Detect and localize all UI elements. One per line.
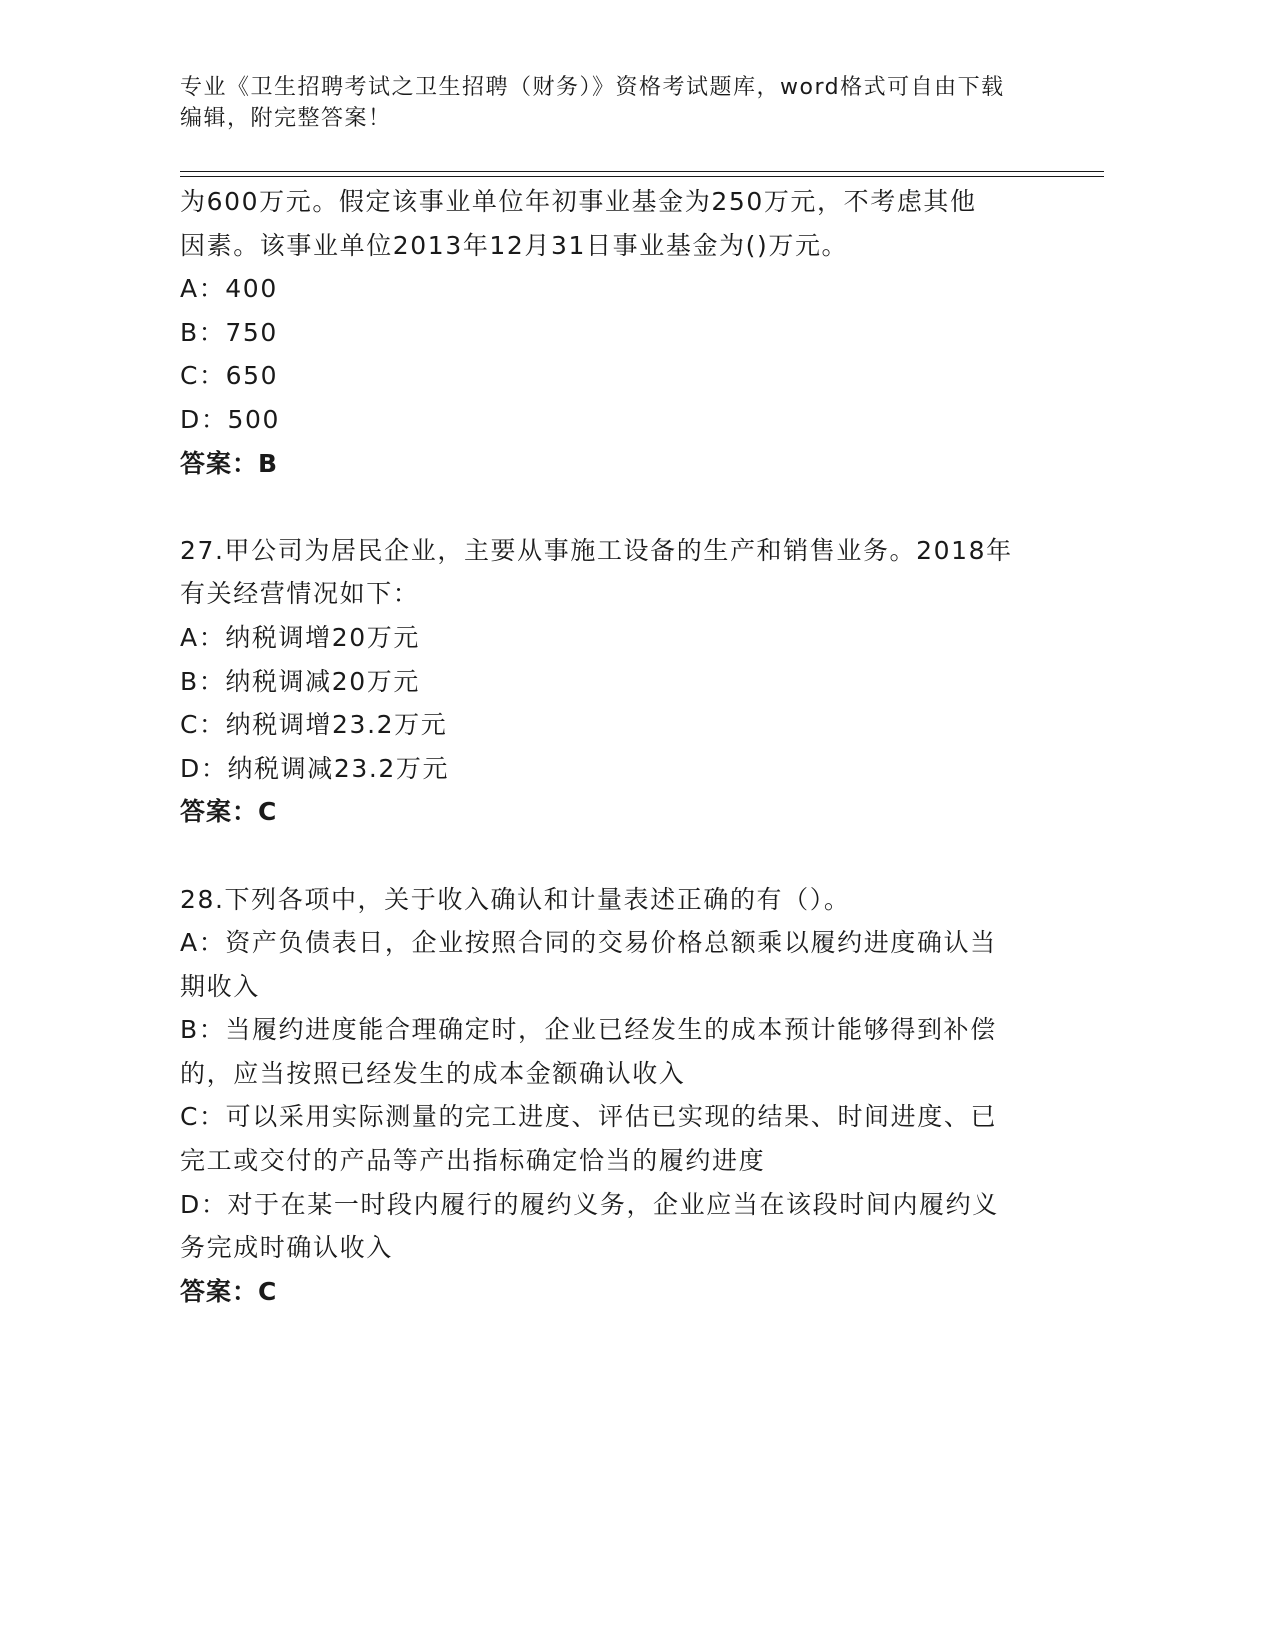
option-b: B：纳税调减20万元 bbox=[180, 666, 420, 696]
header-divider-top bbox=[180, 171, 1104, 172]
option-d: D：500 bbox=[180, 404, 280, 434]
option-a: A：资产负债表日，企业按照合同的交易价格总额乘以履约进度确认当 bbox=[180, 928, 997, 958]
spacer bbox=[180, 485, 1060, 529]
option-d: D：纳税调减23.2万元 bbox=[180, 753, 450, 783]
header-divider-bottom bbox=[180, 176, 1104, 177]
answer-line: 答案：C bbox=[180, 1276, 278, 1306]
option-b: B：当履约进度能合理确定时，企业已经发生的成本预计能够得到补偿 bbox=[180, 1015, 997, 1045]
option-d: D：对于在某一时段内履行的履约义务，企业应当在该段时间内履约义 bbox=[180, 1189, 999, 1219]
option-a: A：纳税调增20万元 bbox=[180, 622, 420, 652]
question-stem: 27.甲公司为居民企业，主要从事施工设备的生产和销售业务。2018年 bbox=[180, 535, 1013, 565]
question-27 bbox=[180, 529, 1060, 834]
question-stem: 有关经营情况如下： bbox=[180, 579, 420, 609]
question-stem: 28.下列各项中，关于收入确认和计量表述正确的有（）。 bbox=[180, 884, 851, 914]
question-stem: 因素。该事业单位2013年12月31日事业基金为()万元。 bbox=[180, 230, 849, 260]
question-26 bbox=[180, 180, 1060, 485]
option-c-continued: 完工或交付的产品等产出指标确定恰当的履约进度 bbox=[180, 1146, 766, 1176]
answer-line: 答案：B bbox=[180, 448, 279, 478]
option-c: C：可以采用实际测量的完工进度、评估已实现的结果、时间进度、已 bbox=[180, 1102, 998, 1132]
option-c: C：650 bbox=[180, 361, 279, 391]
header-line-1: 专业《卫生招聘考试之卫生招聘（财务）》资格考试题库，word格式可自由下载 bbox=[180, 75, 1005, 100]
option-a-continued: 期收入 bbox=[180, 971, 260, 1001]
option-a: A：400 bbox=[180, 274, 278, 304]
page-header bbox=[180, 72, 1040, 134]
option-d-continued: 务完成时确认收入 bbox=[180, 1233, 393, 1263]
answer-line: 答案：C bbox=[180, 797, 278, 827]
header-line-2: 编辑，附完整答案！ bbox=[180, 106, 392, 131]
option-b-continued: 的，应当按照已经发生的成本金额确认收入 bbox=[180, 1058, 686, 1088]
spacer bbox=[180, 834, 1060, 878]
question-stem: 为600万元。假定该事业单位年初事业基金为250万元，不考虑其他 bbox=[180, 187, 977, 216]
document-body bbox=[180, 180, 1060, 1313]
option-c: C：纳税调增23.2万元 bbox=[180, 710, 448, 740]
question-28 bbox=[180, 878, 1060, 1314]
option-b: B：750 bbox=[180, 317, 278, 347]
